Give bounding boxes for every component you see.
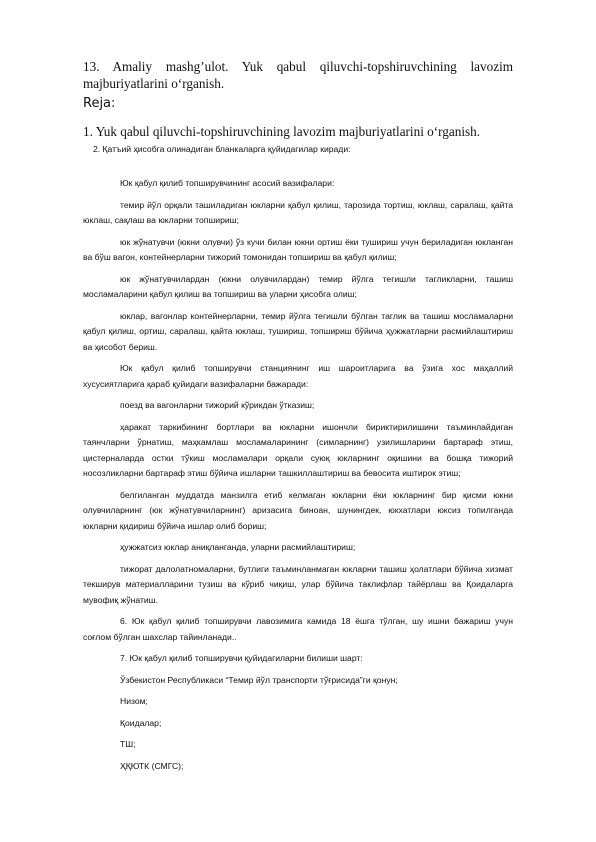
paragraph-duties-intro: Юк қабул қилиб топширувчининг асосий вазифалари: xyxy=(120,178,335,188)
paragraph: ҳаракат таркибининг бортлари ва юкларни ишончли бириктирилишини таъминлайдиган таянчларни ўрнатиш, маҳкамлаш мосламаларининг (симларнинг) узилишларини бартараф этиш, цистерналарда остки тўкиш мосламалари орқали суюқ юкларнинг оқишини ва бошқа тижорий носозликларни бартараф этиш бўйича ишларни ташкиллаштириш ва бевосита иштирок этиш; xyxy=(83,421,513,478)
paragraph: поезд ва вагонларни тижорий кўрикдан ўтказиш; xyxy=(120,400,315,410)
paragraph: темир йўл орқали ташиладиган юкларни қабул қилиш, тарозида тортиш, юклаш, саралаш, қайта юклаш, сақлаш ва юкларни топшириш; xyxy=(83,199,513,225)
paragraph: юклар, вагонлар контейнерларни, темир йўлга тегишли бўлган таглик ва ташиш мосламаларни қабул қилиш, ортиш, саралаш, қайта юклаш, тушириш, топшириш бўйича ҳужжатларни расмийлаштириш ва ҳисобот бериш. xyxy=(83,310,513,352)
paragraph: Юк қабул қилиб топширувчи станциянинг иш шароитларига ва ўзига хос маҳаллий хусусиятларига қараб қуйидаги вазифаларни бажаради: xyxy=(83,363,513,389)
paragraph-requirement-6: 6. Юк қабул қилиб топширувчи лавозимига камида 18 ёшга тўлган, шу ишни бажариш учун соғлом бўлган шахслар тайинланади.. xyxy=(83,616,513,642)
list-item-smgs: ҲҚЮТК (СМГС); xyxy=(120,760,184,771)
list-item-rules: Қоидалар; xyxy=(120,717,162,728)
plan-heading: Reja: xyxy=(83,96,116,111)
list-item-tsh: ТШ; xyxy=(120,739,136,749)
paragraph: белгиланган муддатда манзилга етиб келмаган юкларни ёки юкларнинг бир қисми юкни олувчиларнинг (юк жўнатувчиларнинг) аризасига биноан, шунингдек, юкхатлари юксиз топилганда юкларни қидириш бўйича ишлар олиб бориш; xyxy=(83,489,513,531)
paragraph: ҳужжатсиз юклар аниқланганда, уларни расмийлаштириш; xyxy=(120,542,356,552)
paragraph: юк жўнатувчи (юкни олувчи) ўз кучи билан юкни ортиш ёки тушириш учун бериладиган юкланган ва бўш вагон, контейнерларни тижорий томонидан топшириш ва қабул қилиш; xyxy=(83,236,513,262)
page-title: 13. Amaliy mashg’ulot. Yuk qabul qiluvchi-topshiruvchining lavozim majburiyatlarini o‘rganish. xyxy=(83,59,513,91)
document-body xyxy=(83,176,513,774)
paragraph-requirement-7: 7. Юк қабул қилиб топширувчи қуйидагиларни билиши шарт: xyxy=(120,653,363,663)
plan-item-2: 2. Қатъий ҳисобга олинадиган бланкаларга қуйидагилар киради: xyxy=(93,144,351,154)
plan-item-1: 1. Yuk qabul qiluvchi-topshiruvchining lavozim majburiyatlarini o‘rganish. xyxy=(83,124,481,139)
paragraph: юк жўнатувчилардан (юкни олувчилардан) темир йўлга тегишли тагликларни, ташиш мосламаларини қабул қилиш ва топшириш ва уларни ҳисобга олиш; xyxy=(83,273,513,299)
list-item-regulation: Низом; xyxy=(120,696,148,706)
paragraph: тижорат далолатномаларни, бутлиги таъминланмаган юкларни ташиш ҳолатлари бўйича хизмат текширув материалларини тузиш ва кўриб чиқиш, улар бўйича таклифлар тайёрлаш ва Қоидаларга мувофиқ жўнатиш. xyxy=(83,563,513,605)
list-item-law: Ўзбекистон Республикаси “Темир йўл транспорти тўғрисида”ги қонун; xyxy=(120,674,398,685)
